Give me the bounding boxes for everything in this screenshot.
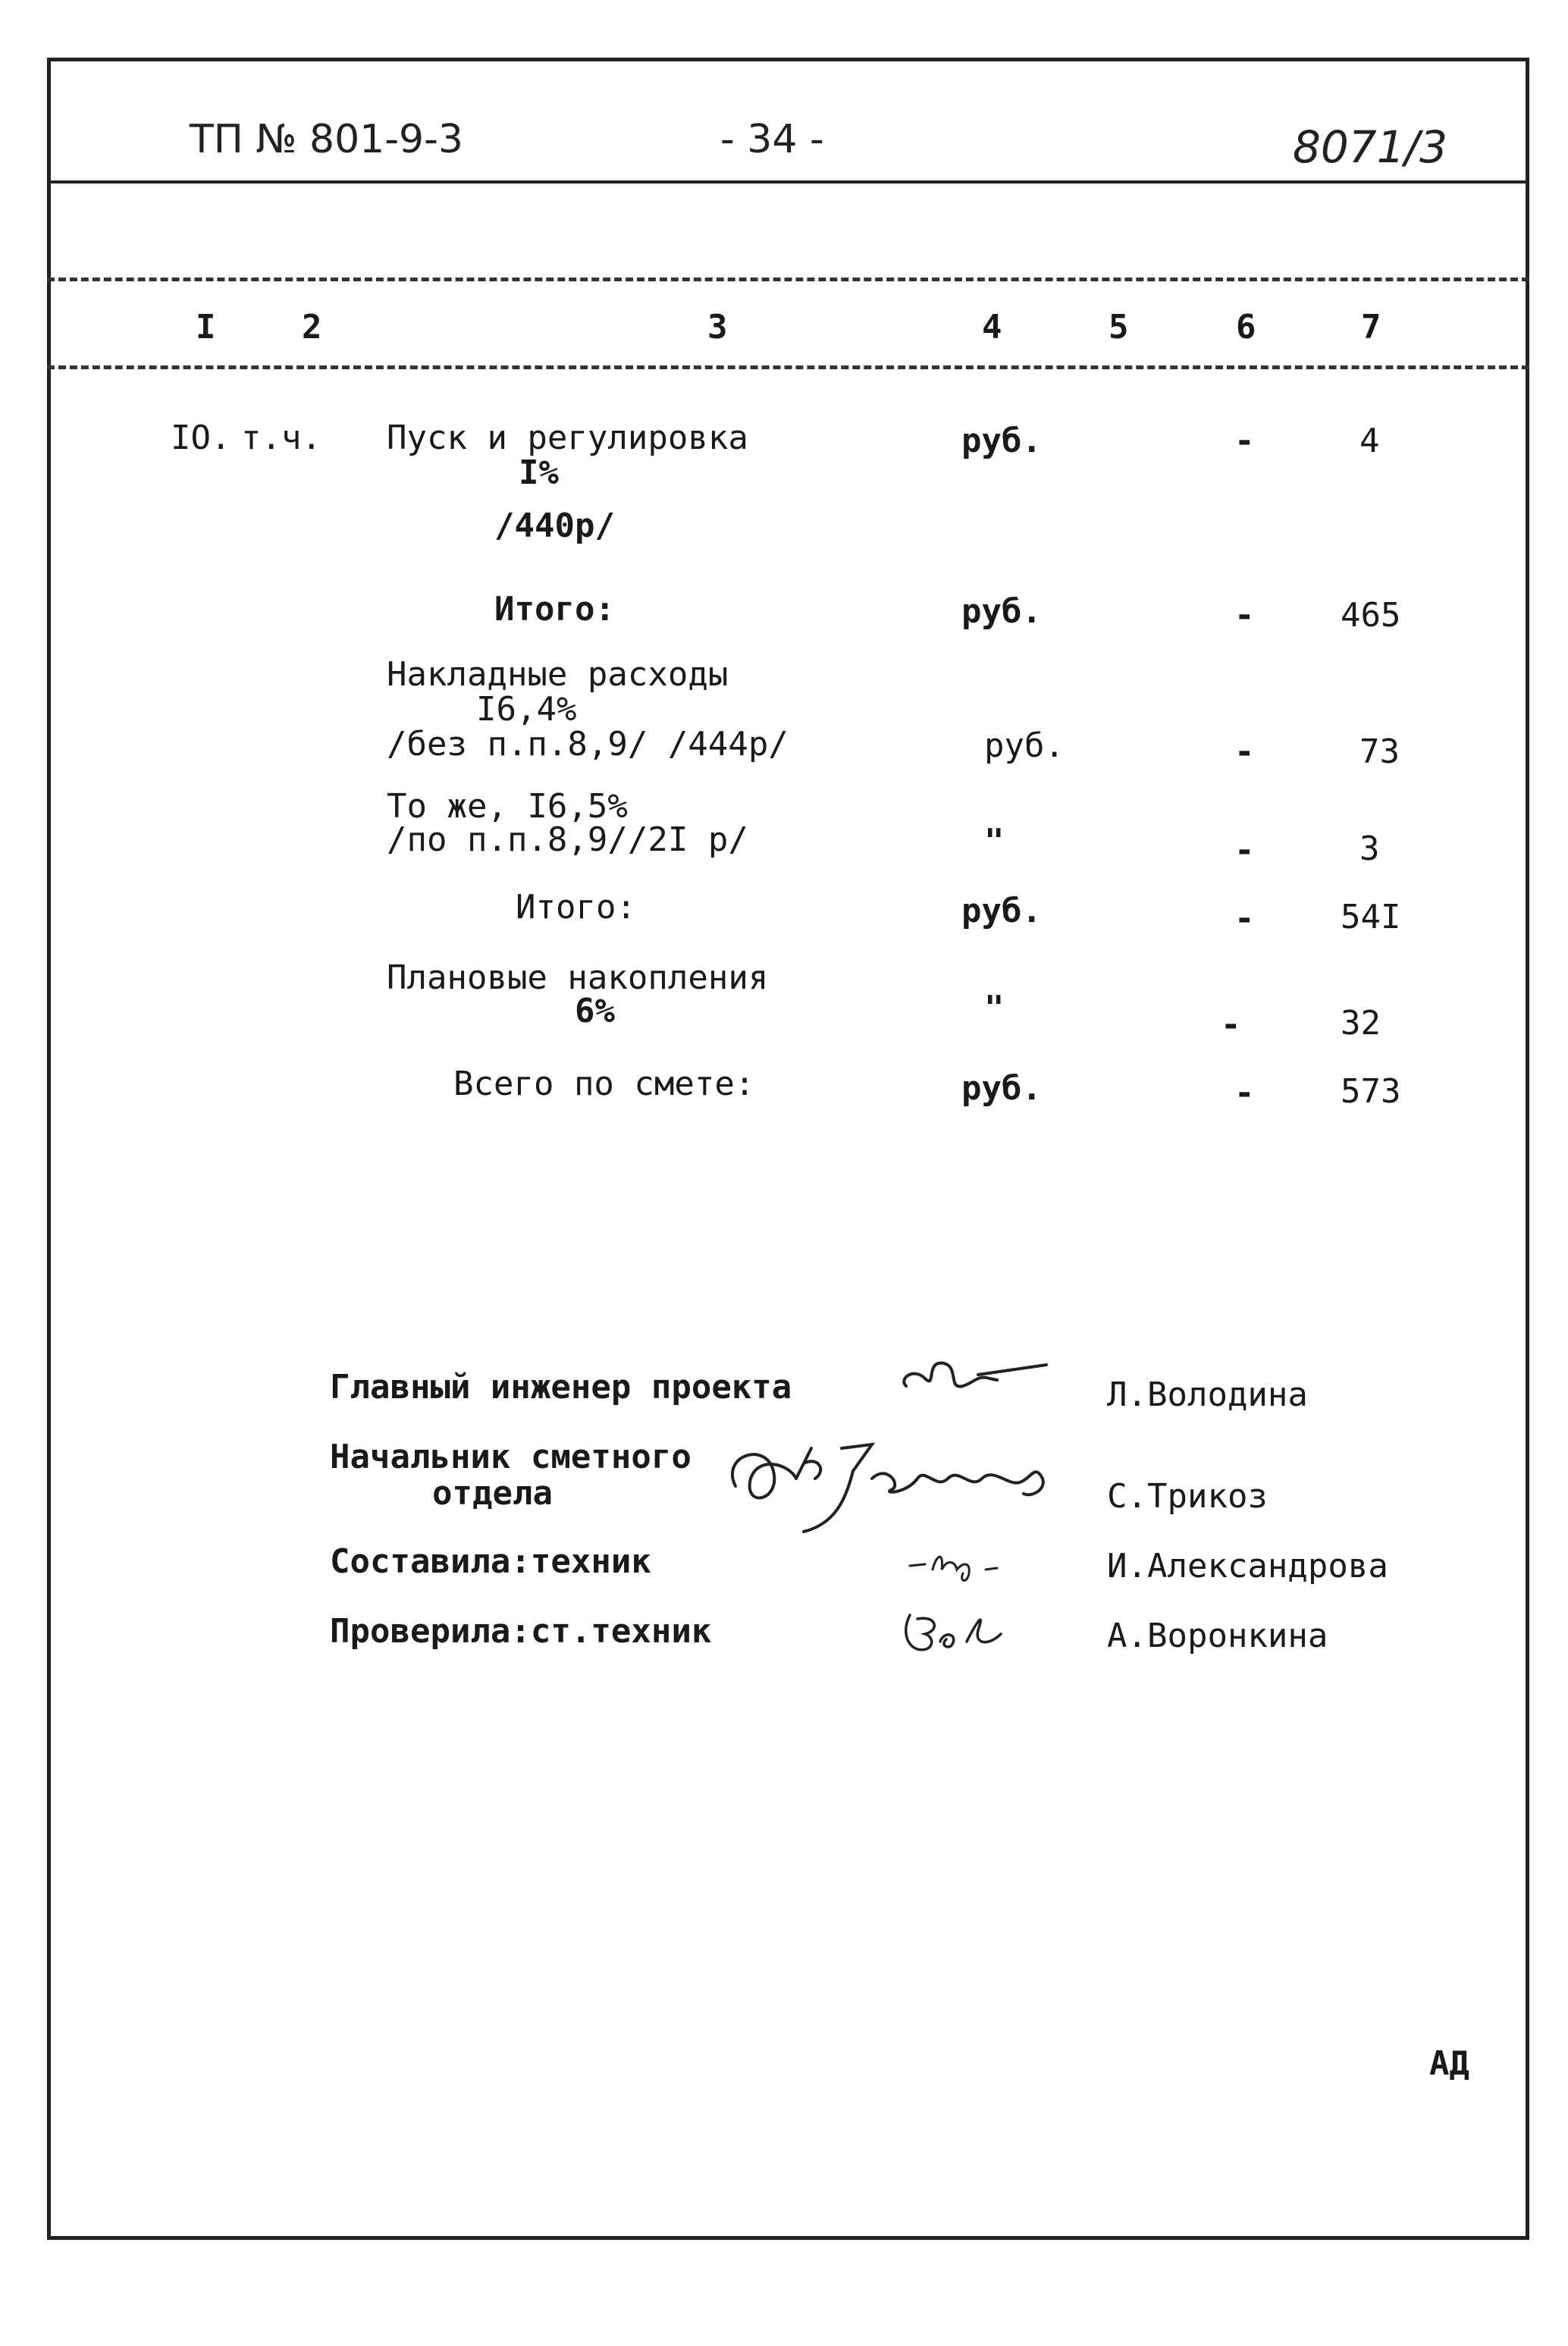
- signature-role: Проверила:ст.техник: [330, 1612, 712, 1651]
- row-text: Пуск и регулировка: [387, 419, 748, 457]
- signature-role: Главный инженер проекта: [330, 1368, 792, 1407]
- row-text: Итого:: [516, 888, 636, 927]
- row-subtext: /по п.п.8,9//2I р/: [387, 820, 748, 859]
- row-value: 32: [1341, 1004, 1381, 1043]
- row-text: Накладные расходы: [387, 655, 729, 694]
- signature-role: отдела: [432, 1474, 553, 1513]
- row-col6: -: [1234, 422, 1255, 460]
- row-subtext: /440р/: [494, 507, 615, 545]
- column-header-1: I: [196, 308, 216, 347]
- signature-name: И.Александрова: [1107, 1547, 1388, 1585]
- handwritten-signature: [902, 1539, 1054, 1585]
- row-value: 465: [1341, 596, 1401, 635]
- row-col6: -: [1234, 596, 1255, 635]
- handwritten-signature: [895, 1348, 1062, 1409]
- row-unit: ": [984, 822, 1005, 861]
- page-frame: [47, 58, 1529, 2240]
- signature-name: А.Воронкина: [1107, 1617, 1328, 1655]
- row-text: Плановые накопления: [387, 958, 769, 997]
- row-subtext: I6,4%: [476, 690, 577, 729]
- row-subtext: /без п.п.8,9/ /444р/: [387, 725, 789, 764]
- row-unit: ": [984, 989, 1005, 1027]
- row-col6: -: [1234, 899, 1255, 938]
- row-col6: -: [1221, 1005, 1241, 1044]
- row-text: То же, I6,5%: [387, 787, 628, 826]
- row-text: Итого:: [494, 590, 615, 629]
- table-header-bottom-rule: [47, 365, 1529, 369]
- column-header-3: 3: [707, 308, 728, 347]
- tp-label: ТП № 801-9-3: [190, 117, 463, 162]
- row-col6: -: [1234, 831, 1255, 870]
- row-unit: руб.: [961, 422, 1042, 460]
- row-value: 54I: [1341, 898, 1401, 936]
- signature-role: Начальник сметного: [330, 1438, 691, 1476]
- row-text: Всего по смете:: [453, 1065, 755, 1103]
- header-divider: [47, 180, 1529, 183]
- row-subtext: I%: [519, 453, 559, 492]
- handwritten-signature: [720, 1425, 1084, 1539]
- signature-name: С.Трикоз: [1107, 1477, 1268, 1516]
- row-number: IO.: [171, 419, 231, 457]
- row-unit: руб.: [961, 892, 1042, 930]
- signature-name: Л.Володина: [1107, 1375, 1308, 1414]
- row-col6: -: [1234, 1074, 1255, 1112]
- row-unit: руб.: [961, 592, 1042, 631]
- row-code: т.ч.: [241, 419, 321, 457]
- row-value: 73: [1359, 732, 1400, 771]
- table-header-top-rule: [47, 278, 1529, 281]
- row-unit: руб.: [984, 726, 1065, 765]
- row-unit: руб.: [961, 1069, 1042, 1108]
- row-value: 4: [1359, 422, 1380, 460]
- column-header-2: 2: [302, 308, 322, 347]
- album-code: 8071/3: [1293, 121, 1448, 173]
- column-header-7: 7: [1361, 308, 1381, 347]
- row-col6: -: [1234, 732, 1255, 771]
- row-subtext: 6%: [575, 992, 615, 1030]
- column-header-5: 5: [1109, 308, 1129, 347]
- row-value: 573: [1341, 1072, 1401, 1111]
- corner-mark: АД: [1429, 2044, 1469, 2083]
- page-number: - 34 -: [720, 117, 824, 162]
- row-value: 3: [1359, 830, 1380, 868]
- column-header-4: 4: [982, 308, 1002, 347]
- signature-role: Составила:техник: [330, 1542, 651, 1581]
- column-header-6: 6: [1236, 308, 1256, 347]
- handwritten-signature: [895, 1600, 1031, 1661]
